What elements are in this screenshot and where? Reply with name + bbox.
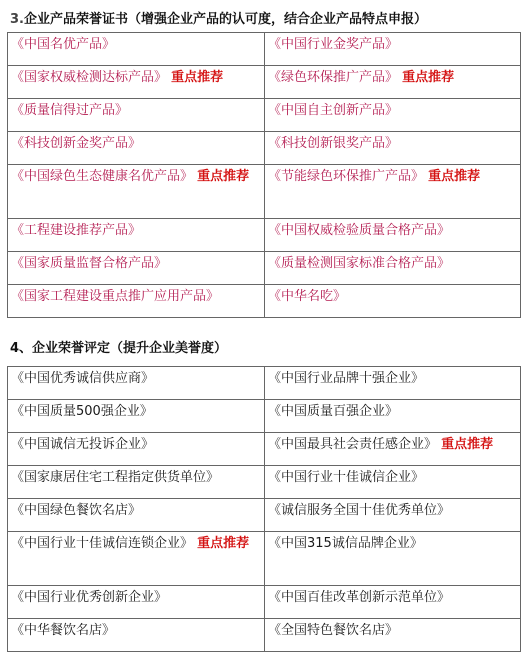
table-cell [265, 99, 521, 132]
table-cell [265, 66, 521, 99]
table-cell [265, 400, 521, 433]
table-cell [265, 532, 521, 586]
certificate-name: 《科技创新银奖产品》 [268, 136, 399, 151]
honor-name: 《国家康居住宅工程指定供货单位》 [11, 470, 220, 485]
honor-name: 《中国百佳改革创新示范单位》 [268, 590, 451, 605]
certificate-name: 《科技创新金奖产品》 [11, 136, 142, 151]
product-certificates-table [7, 32, 521, 318]
honor-name: 《中国质量百强企业》 [268, 404, 399, 419]
table-cell [8, 499, 265, 532]
certificate-name: 《国家质量监督合格产品》 [11, 256, 168, 271]
table-cell [8, 219, 265, 252]
table-row [8, 66, 521, 99]
certificate-name: 《节能绿色环保推广产品》 [268, 169, 425, 184]
table-row [8, 619, 521, 652]
certificate-name: 《国家权威检测达标产品》 [11, 70, 168, 85]
recommend-badge: 重点推荐 [441, 437, 494, 452]
certificate-name: 《中国自主创新产品》 [268, 103, 399, 118]
section3-heading-text: 企业产品荣誉证书（增强企业产品的认可度，结合企业产品特点申报） [23, 12, 427, 27]
honor-name: 《中国行业十佳诚信企业》 [268, 470, 425, 485]
honor-name: 《诚信服务全国十佳优秀单位》 [268, 503, 451, 518]
table-cell [265, 132, 521, 165]
table-cell [265, 433, 521, 466]
table-cell [265, 586, 521, 619]
table-row [8, 33, 521, 66]
section4-heading-text: 4、企业荣誉评定（提升企业美誉度） [10, 341, 228, 356]
table-cell [8, 66, 265, 99]
certificate-name: 《质量信得过产品》 [11, 103, 129, 118]
table-cell [265, 165, 521, 219]
certificate-name: 《中国绿色生态健康名优产品》 [11, 169, 194, 184]
certificate-name: 《中华名吃》 [268, 289, 347, 304]
table-cell [8, 33, 265, 66]
table-cell [265, 219, 521, 252]
table-cell [8, 252, 265, 285]
honor-name: 《中国优秀诚信供应商》 [11, 371, 155, 386]
table-cell [265, 252, 521, 285]
table-row [8, 433, 521, 466]
recommend-badge: 重点推荐 [402, 70, 455, 85]
enterprise-honors-table [7, 366, 521, 652]
table-cell [8, 433, 265, 466]
table-row [8, 499, 521, 532]
certificate-name: 《中国名优产品》 [11, 37, 116, 52]
table-row [8, 586, 521, 619]
section3-heading-number: 3. [10, 12, 24, 27]
table-row [8, 132, 521, 165]
certificate-name: 《绿色环保推广产品》 [268, 70, 399, 85]
recommend-badge: 重点推荐 [171, 70, 224, 85]
table-cell [8, 466, 265, 499]
table-row [8, 99, 521, 132]
certificate-name: 《质量检测国家标准合格产品》 [268, 256, 451, 271]
honor-name: 《中国诚信无投诉企业》 [11, 437, 155, 452]
table-cell [8, 285, 265, 318]
table-cell [265, 499, 521, 532]
certificate-name: 《工程建设推荐产品》 [11, 223, 142, 238]
recommend-badge: 重点推荐 [428, 169, 481, 184]
honor-name: 《中华餐饮名店》 [11, 623, 116, 638]
section4-heading [10, 337, 227, 356]
table-cell [8, 367, 265, 400]
honor-name: 《中国质量500强企业》 [11, 404, 153, 419]
table-row [8, 165, 521, 219]
table-cell [265, 466, 521, 499]
table-cell [8, 132, 265, 165]
certificate-name: 《中国权威检验质量合格产品》 [268, 223, 451, 238]
section3-heading [10, 8, 427, 27]
honor-name: 《中国绿色餐饮名店》 [11, 503, 142, 518]
table-row [8, 400, 521, 433]
honor-name: 《中国行业优秀创新企业》 [11, 590, 168, 605]
table-cell [265, 619, 521, 652]
honor-name: 《中国315诚信品牌企业》 [268, 536, 423, 551]
recommend-badge: 重点推荐 [197, 536, 250, 551]
table-cell [265, 367, 521, 400]
table-cell [8, 400, 265, 433]
honor-name: 《中国行业十佳诚信连锁企业》 [11, 536, 194, 551]
table-row [8, 532, 521, 586]
honor-name: 《全国特色餐饮名店》 [268, 623, 399, 638]
honor-name: 《中国最具社会责任感企业》 [268, 437, 438, 452]
table-row [8, 285, 521, 318]
table-cell [265, 285, 521, 318]
honor-name: 《中国行业品牌十强企业》 [268, 371, 425, 386]
table-cell [8, 586, 265, 619]
table-cell [8, 165, 265, 219]
recommend-badge: 重点推荐 [197, 169, 250, 184]
table-cell [8, 99, 265, 132]
table-row [8, 219, 521, 252]
table-row [8, 252, 521, 285]
table-cell [265, 33, 521, 66]
table-row [8, 367, 521, 400]
certificate-name: 《中国行业金奖产品》 [268, 37, 399, 52]
table-cell [8, 532, 265, 586]
table-row [8, 466, 521, 499]
table-cell [8, 619, 265, 652]
certificate-name: 《国家工程建设重点推广应用产品》 [11, 289, 220, 304]
